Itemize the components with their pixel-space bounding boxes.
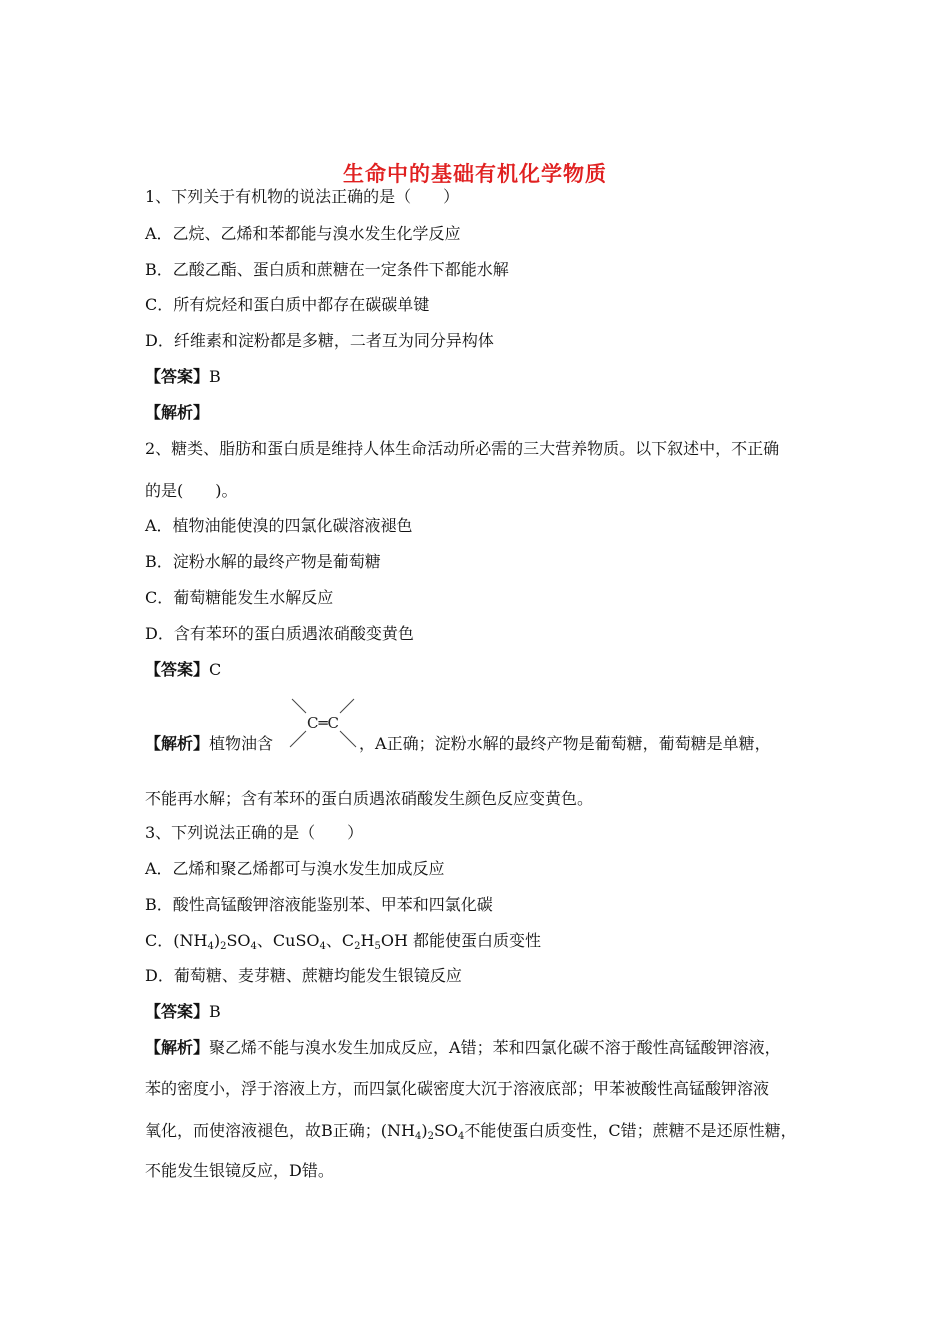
formula-part: H xyxy=(360,931,375,950)
formula-part: ) xyxy=(213,931,221,950)
answer-label: 【答案】 xyxy=(145,660,210,679)
q2-stem-line2: 的是( )。 xyxy=(145,481,238,500)
analysis-label: 【解析】 xyxy=(145,1038,210,1057)
formula-part: OH 都能使蛋白质变性 xyxy=(380,931,542,950)
q3-analysis-line3 xyxy=(145,1121,797,1141)
subscript: 4 xyxy=(319,941,326,952)
option-prefix: C． xyxy=(145,931,174,950)
q2-analysis-line1 xyxy=(145,734,771,754)
q2-option-a: A．植物油能使溴的四氯化碳溶液褪色 xyxy=(145,516,413,535)
q3-option-a: A．乙烯和聚乙烯都可与溴水发生加成反应 xyxy=(145,859,445,878)
q2-stem-line1: 2、糖类、脂肪和蛋白质是维持人体生命活动所必需的三大营养物质。以下叙述中，不正确 xyxy=(145,439,780,458)
bond-lower-right xyxy=(340,731,356,747)
double-bond-label: C═C xyxy=(307,714,339,732)
answer-value: C xyxy=(209,660,222,679)
q1-option-d: D．纤维素和淀粉都是多糖，二者互为同分异构体 xyxy=(145,331,494,350)
analysis-text: SO xyxy=(433,1121,459,1140)
q3-stem: 3、下列说法正确的是（ ） xyxy=(145,823,364,842)
subscript: 2 xyxy=(427,1131,434,1142)
answer-value: B xyxy=(209,1002,221,1021)
q1-option-a: A．乙烷、乙烯和苯都能与溴水发生化学反应 xyxy=(145,224,461,243)
analysis-text-post: ，A正确；淀粉水解的最终产物是葡萄糖，葡萄糖是单糖， xyxy=(359,734,771,753)
subscript: 5 xyxy=(374,941,381,952)
q2-option-b: B．淀粉水解的最终产物是葡萄糖 xyxy=(145,552,381,571)
analysis-text: 不能使蛋白质变性，C错；蔗糖不是还原性糖， xyxy=(464,1121,797,1140)
q3-option-d: D．葡萄糖、麦芽糖、蔗糖均能发生银镜反应 xyxy=(145,966,462,985)
q3-option-b: B．酸性高锰酸钾溶液能鉴别苯、甲苯和四氯化碳 xyxy=(145,895,493,914)
q3-answer xyxy=(145,1002,221,1022)
subscript: 4 xyxy=(250,941,257,952)
q1-stem: 1、下列关于有机物的说法正确的是（ ） xyxy=(145,187,460,206)
analysis-text: 氧化，而使溶液褪色，故B正确；(NH xyxy=(145,1121,415,1140)
q1-analysis xyxy=(145,403,209,423)
subscript: 2 xyxy=(220,941,227,952)
q3-analysis-line1 xyxy=(145,1038,781,1058)
answer-value: B xyxy=(209,367,221,386)
bond-upper-right xyxy=(340,699,354,713)
analysis-text: 聚乙烯不能与溴水发生加成反应，A错；苯和四氯化碳不溶于酸性高锰酸钾溶液， xyxy=(209,1038,781,1057)
formula-part: 、CuSO xyxy=(256,931,320,950)
analysis-label: 【解析】 xyxy=(145,734,210,753)
formula-part: 、C xyxy=(325,931,355,950)
subscript: 4 xyxy=(414,1131,422,1142)
formula-part: SO xyxy=(226,931,251,950)
subscript: 4 xyxy=(458,1131,465,1142)
q3-option-c xyxy=(145,931,541,951)
q2-option-c: C．葡萄糖能发生水解反应 xyxy=(145,588,334,607)
q1-answer xyxy=(145,367,221,387)
analysis-text: ) xyxy=(421,1121,428,1140)
q1-option-c: C．所有烷烃和蛋白质中都存在碳碳单键 xyxy=(145,295,430,314)
q3-analysis-line4: 不能发生银镜反应，D错。 xyxy=(145,1161,334,1180)
document-title: 生命中的基础有机化学物质 xyxy=(343,162,607,186)
subscript: 2 xyxy=(354,941,361,952)
q2-option-d: D．含有苯环的蛋白质遇浓硝酸变黄色 xyxy=(145,624,414,643)
bond-lower-left xyxy=(290,731,306,747)
q3-analysis-line2: 苯的密度小，浮于溶液上方，而四氯化碳密度大沉于溶液底部；甲苯被酸性高锰酸钾溶液 xyxy=(145,1079,770,1098)
answer-label: 【答案】 xyxy=(145,367,210,386)
formula-part: (NH xyxy=(173,931,208,950)
analysis-text-pre: 植物油含 xyxy=(209,734,274,753)
analysis-label: 【解析】 xyxy=(145,403,210,422)
alkene-structure-diagram xyxy=(286,696,360,748)
subscript: 4 xyxy=(207,941,214,952)
q2-answer xyxy=(145,660,221,680)
answer-label: 【答案】 xyxy=(145,1002,210,1021)
q2-analysis-line2: 不能再水解；含有苯环的蛋白质遇浓硝酸发生颜色反应变黄色。 xyxy=(145,789,594,808)
q1-option-b: B．乙酸乙酯、蛋白质和蔗糖在一定条件下都能水解 xyxy=(145,260,509,279)
bond-upper-left xyxy=(292,699,306,713)
